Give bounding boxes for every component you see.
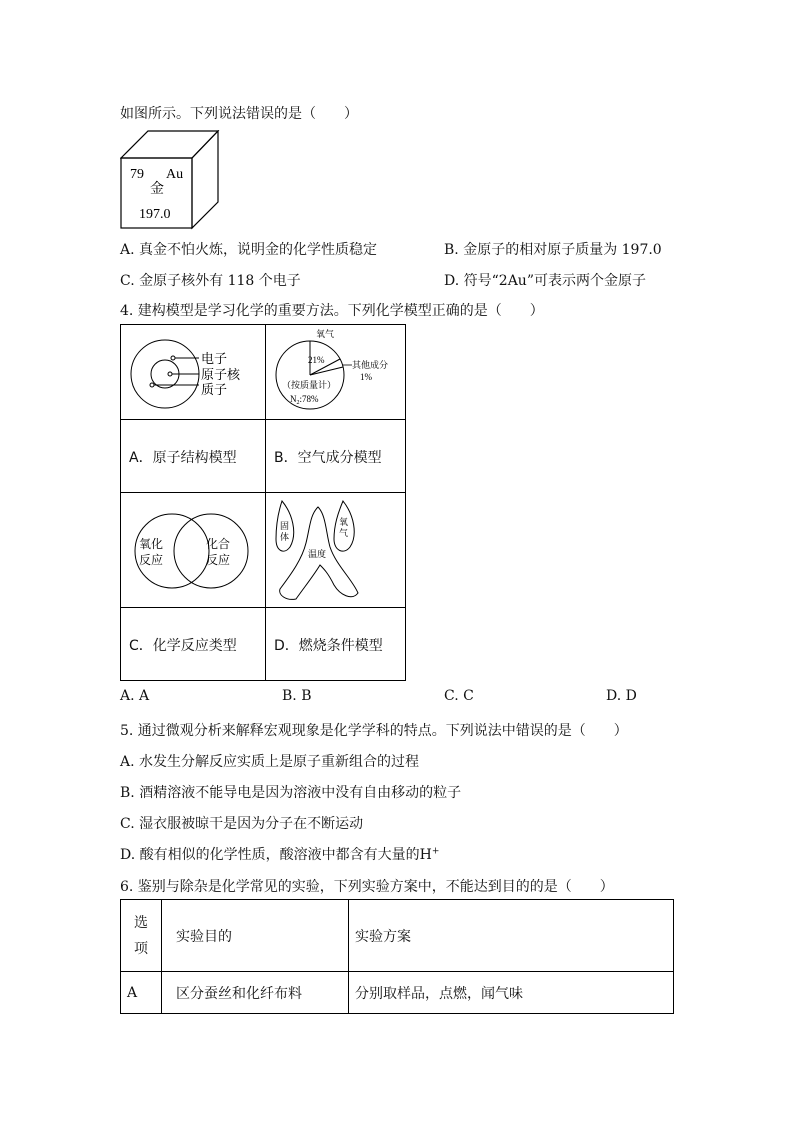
label-temperature: 温度: [308, 550, 327, 560]
table-row: [121, 972, 674, 1014]
element-name: 金: [150, 181, 164, 197]
label-solid-2: 体: [280, 533, 290, 543]
q4-answer-d: D. D: [606, 688, 637, 704]
row-option: A: [121, 972, 162, 1014]
air-composition-pie: [266, 325, 405, 419]
q5-option-c: C. 湿衣服被晾干是因为分子在不断运动: [120, 816, 364, 832]
q5-option-b: B. 酒精溶液不能导电是因为溶液中没有自由移动的粒子: [120, 785, 462, 801]
label-proton: 质子: [201, 383, 228, 398]
label-basis: （按质量计）: [282, 381, 337, 391]
label-other: 其他成分: [352, 361, 389, 371]
q4-answer-a: A. A: [120, 688, 150, 704]
venn-right-2: 反应: [206, 553, 231, 567]
q3-stem: 如图所示。下列说法错误的是（ ）: [120, 106, 358, 122]
label-oxy-2: 气: [339, 529, 349, 539]
q5-stem: 5. 通过微观分析来解释宏观现象是化学学科的特点。下列说法中错误的是（ ）: [120, 723, 628, 739]
venn-right-1: 化合: [206, 537, 231, 551]
label-oxy-1: 氧: [339, 518, 349, 528]
caption-a: A．原子结构模型: [129, 450, 237, 466]
table-header-row: [121, 900, 674, 972]
q4-stem: 4. 建构模型是学习化学的重要方法。下列化学模型正确的是（ ）: [120, 303, 544, 319]
q6-table: [120, 899, 674, 1014]
label-nitrogen: $N_2:78\%$: [290, 394, 319, 406]
row-plan: 分别取样品，点燃，闻气味: [349, 972, 674, 1014]
atomic-mass: 197.0: [139, 207, 171, 222]
element-symbol: Au: [166, 167, 184, 182]
caption-d: D．燃烧条件模型: [274, 638, 383, 654]
caption-c: C．化学反应类型: [129, 638, 237, 654]
venn-left-2: 反应: [139, 553, 164, 567]
label-electron: 电子: [201, 352, 228, 367]
caption-b: B．空气成分模型: [274, 450, 382, 466]
q3-option-a: A. 真金不怕火炼，说明金的化学性质稳定: [120, 242, 378, 258]
q4-model-grid: [120, 324, 406, 681]
header-option: 选 项: [121, 900, 162, 972]
label-other-pct: 1%: [360, 372, 372, 382]
q3-option-b: B. 金原子的相对原子质量为 197.0: [444, 242, 662, 258]
label-solid-1: 固: [280, 522, 290, 532]
label-oxygen-pct: 21%: [308, 355, 325, 365]
q3-option-c: C. 金原子核外有 118 个电子: [120, 273, 301, 289]
q6-stem: 6. 鉴别与除杂是化学常见的实验，下列实验方案中，不能达到目的的是（ ）: [120, 879, 614, 895]
label-nucleus: 原子核: [201, 368, 241, 383]
q4-answer-c: C. C: [444, 688, 474, 704]
q5-option-d: D. 酸有相似的化学性质，酸溶液中都含有大量的H+: [120, 846, 440, 863]
q3-option-d: D. 符号“2Au”可表示两个金原子: [444, 273, 646, 289]
header-purpose: 实验目的: [162, 900, 349, 972]
row-purpose: 区分蚕丝和化纤布料: [162, 972, 349, 1014]
label-oxygen: 氧气: [316, 330, 335, 340]
header-plan: 实验方案: [349, 900, 674, 972]
q4-answer-b: B. B: [282, 688, 312, 704]
q5-option-a: A. 水发生分解反应实质上是原子重新组合的过程: [120, 754, 420, 770]
reaction-type-venn: [121, 493, 265, 607]
venn-left-1: 氧化: [139, 537, 164, 551]
gold-element-cube: [120, 130, 220, 230]
atomic-number: 79: [130, 167, 144, 182]
combustion-conditions-diagram: [266, 493, 405, 607]
atom-structure-diagram: [121, 325, 265, 419]
